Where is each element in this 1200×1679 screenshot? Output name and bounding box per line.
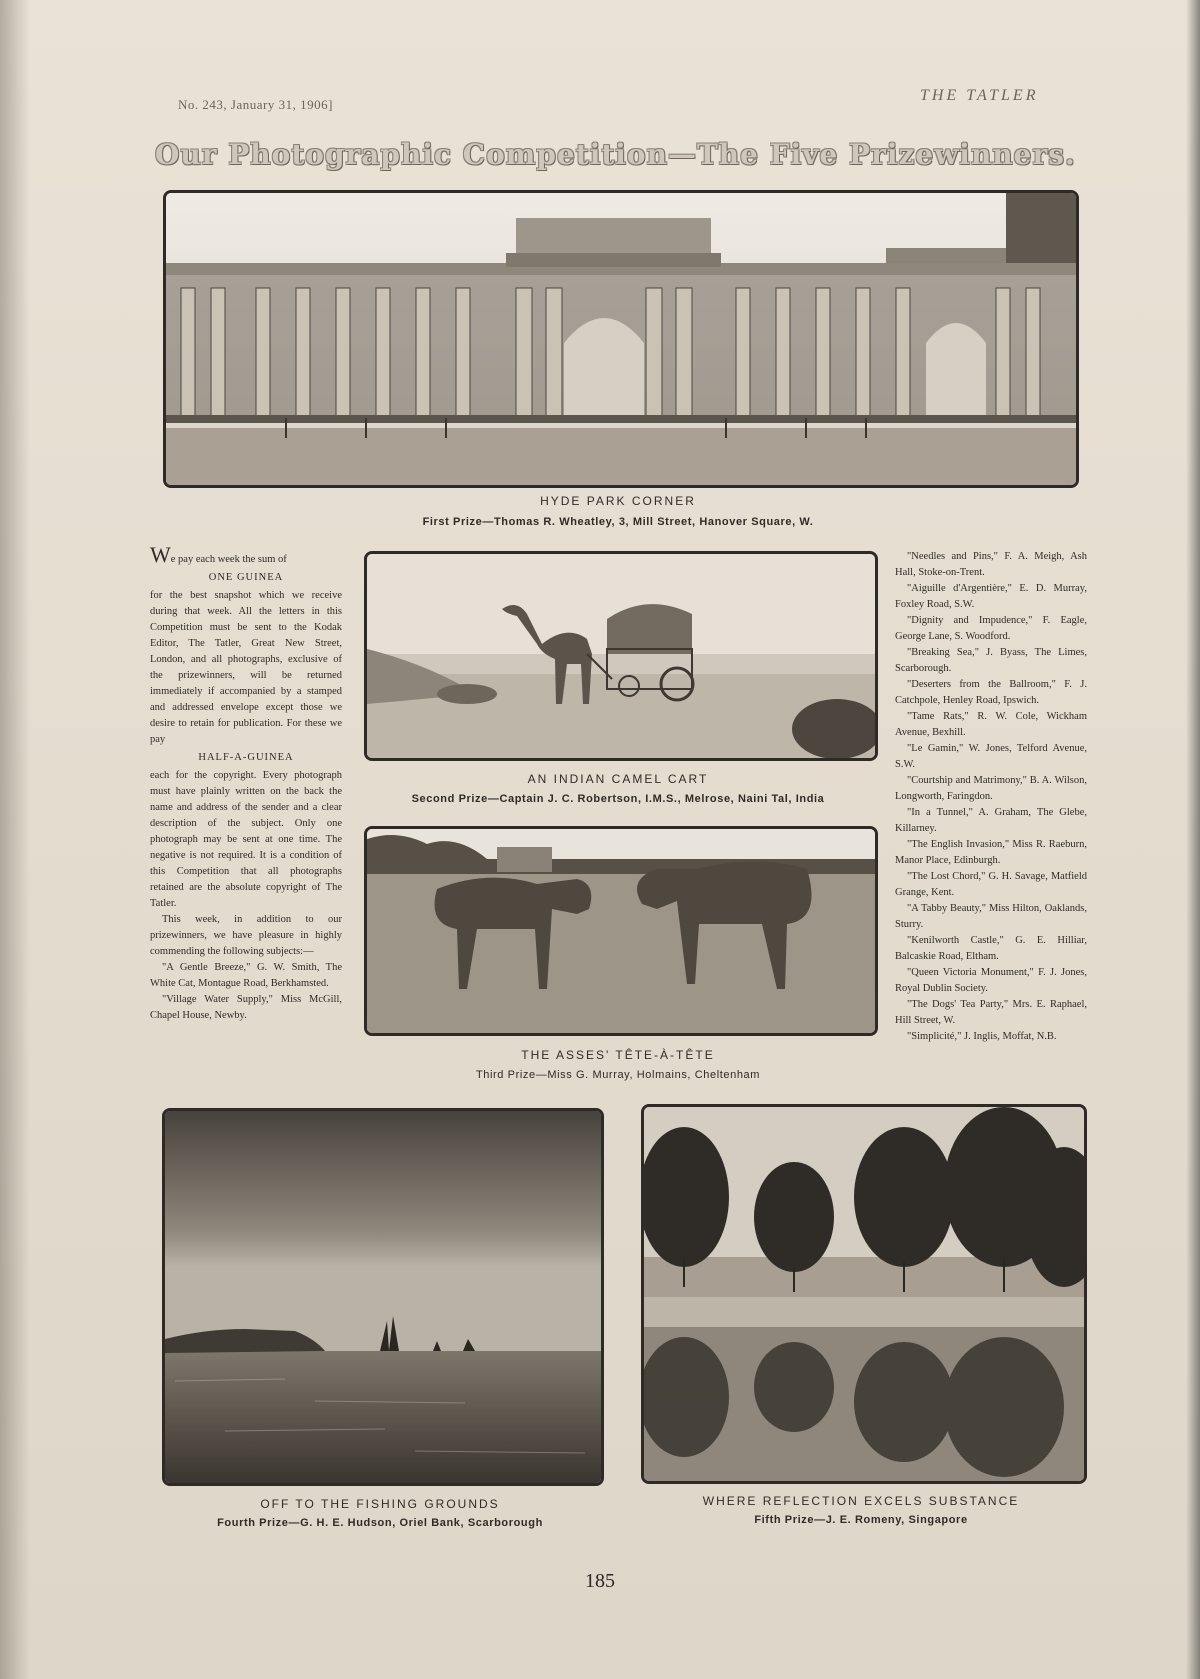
commended-entry: "Simplicité," J. Inglis, Moffat, N.B. (907, 1031, 1057, 1042)
commended-entry: "The English Invasion," Miss R. Raeburn, Manor Place, Edinburgh. (895, 839, 1087, 866)
issue-header: No. 243, January 31, 1906] (178, 97, 333, 112)
commended-entry: "Queen Victoria Monument," F. J. Jones, Royal Dublin Society. (895, 967, 1087, 994)
commended-entry: "Breaking Sea," J. Byass, The Limes, Scarborough. (895, 647, 1087, 674)
commended-entry: "A Tabby Beauty," Miss Hilton, Oaklands, Sturry. (895, 903, 1087, 930)
photo-5-title: WHERE REFLECTION EXCELS SUBSTANCE (702, 1494, 1020, 1508)
commended-entry: "Courtship and Matrimony," B. A. Wilson, Longworth, Faringdon. (895, 775, 1087, 802)
left-intro: e pay each week the sum of (170, 554, 287, 565)
photo-indian-camel-cart (364, 551, 878, 761)
fishing-boats-image (165, 1111, 601, 1483)
commended-entry: "Aiguille d'Argentière," E. D. Murray, Foxley Road, S.W. (895, 583, 1087, 610)
commended-entry: "Le Gamin," W. Jones, Telford Avenue, S.W. (895, 743, 1087, 770)
left-paragraph-2: each for the copyright. Every photograph must have plainly written on the back the name and address of the sender and a clear description of the subject. Only one photograph may be sent at one time. The negative is not required. It is a condition of this Competition that all photographs retained are the absolute copyright of The Tatler. (150, 770, 342, 909)
photo-1-title: HYDE PARK CORNER (540, 494, 696, 508)
commended-entry: "Dignity and Impudence," F. Eagle, George Lane, S. Woodford. (895, 615, 1087, 642)
photo-2-prize: Second Prize—Captain J. C. Robertson, I.M.S., Melrose, Naini Tal, India (411, 793, 825, 805)
commended-entry: "The Dogs' Tea Party," Mrs. E. Raphael, Hill Street, W. (895, 999, 1087, 1026)
left-paragraph-4: "A Gentle Breeze," G. W. Smith, The White Cat, Montague Road, Berkhamsted. (150, 962, 342, 989)
photo-hyde-park-corner (163, 190, 1079, 488)
left-paragraph-1: for the best snapshot which we receive during that week. All the letters in this Competition must be sent to the Kodak Editor, The Tatler, Great New Street, London, and all photographs, exclusive of the prizewinners, will be returned immediately if accompanied by a stamped and addressed envelope except those we desire to retain for publication. For these we pay (150, 590, 342, 745)
photo-1-prize: First Prize—Thomas R. Wheatley, 3, Mill Street, Hanover Square, W. (422, 516, 814, 528)
half-guinea-label: HALF-A-GUINEA (198, 752, 294, 763)
page-number: 185 (585, 1570, 615, 1592)
page-title: Our Photographic Competition—The Five Prizewinners. (155, 138, 1076, 171)
photo-fishing-grounds (162, 1108, 604, 1486)
photo-4-prize: Fourth Prize—G. H. E. Hudson, Oriel Bank, Scarborough (217, 1517, 543, 1529)
one-guinea-label: ONE GUINEA (208, 572, 284, 583)
donkeys-image (367, 829, 875, 1033)
hyde-park-corner-image (166, 193, 1076, 485)
photo-3-title: THE ASSES' TÊTE-À-TÊTE (521, 1048, 715, 1062)
left-paragraph-5: "Village Water Supply," Miss McGill, Chapel House, Newby. (150, 994, 342, 1021)
commended-entry: "Deserters from the Ballroom," F. J. Catchpole, Henley Road, Ipswich. (895, 679, 1087, 706)
left-text-column (150, 542, 342, 1024)
page-edge-shadow-right (1186, 0, 1200, 1679)
page-edge-shadow (0, 0, 30, 1679)
left-paragraph-3: This week, in addition to our prizewinners, we have pleasure in highly commending the following subjects:— (150, 914, 342, 957)
commended-entry: "In a Tunnel," A. Graham, The Glebe, Killarney. (895, 807, 1087, 834)
drop-cap: W (150, 542, 171, 567)
photo-asses-tete-a-tete (364, 826, 878, 1036)
photo-2-title: AN INDIAN CAMEL CART (527, 772, 709, 786)
reflection-image (644, 1107, 1084, 1481)
commended-entry: "Kenilworth Castle," G. E. Hilliar, Balcaskie Road, Eltham. (895, 935, 1087, 962)
commended-entry: "Tame Rats," R. W. Cole, Wickham Avenue, Bexhill. (895, 711, 1087, 738)
photo-reflection (641, 1104, 1087, 1484)
photo-5-prize: Fifth Prize—J. E. Romeny, Singapore (754, 1514, 968, 1526)
publication-header: THE TATLER (920, 87, 1039, 104)
commended-entry: "The Lost Chord," G. H. Savage, Matfield Grange, Kent. (895, 871, 1087, 898)
right-text-column (895, 549, 1087, 1045)
camel-cart-image (367, 554, 875, 758)
photo-3-prize: Third Prize—Miss G. Murray, Holmains, Cheltenham (475, 1069, 761, 1081)
photo-4-title: OFF TO THE FISHING GROUNDS (260, 1497, 500, 1511)
commended-entry: "Needles and Pins," F. A. Meigh, Ash Hall, Stoke-on-Trent. (895, 551, 1087, 578)
